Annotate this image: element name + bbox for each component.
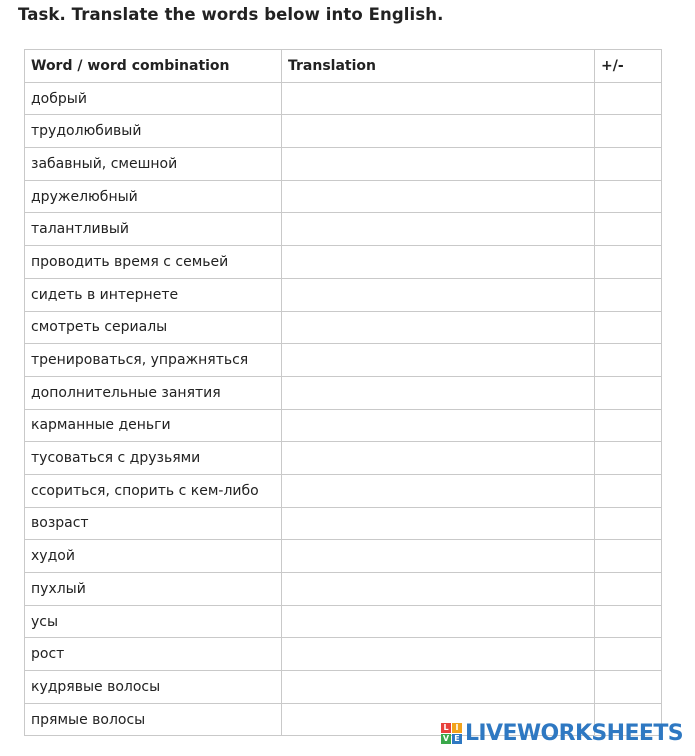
table-row xyxy=(25,442,662,475)
translation-input-cell[interactable] xyxy=(282,638,595,671)
word-cell: ссориться, спорить с кем-либо xyxy=(25,474,282,507)
word-cell: трудолюбивый xyxy=(25,115,282,148)
mark-cell xyxy=(595,573,662,606)
table-row xyxy=(25,605,662,638)
mark-cell xyxy=(595,671,662,704)
word-cell: талантливый xyxy=(25,213,282,246)
table-row xyxy=(25,278,662,311)
mark-cell xyxy=(595,507,662,540)
translation-input-cell[interactable] xyxy=(282,605,595,638)
table-row xyxy=(25,671,662,704)
translation-input-cell[interactable] xyxy=(282,180,595,213)
translation-input-cell[interactable] xyxy=(282,474,595,507)
translation-input-cell[interactable] xyxy=(282,376,595,409)
mark-cell xyxy=(595,246,662,279)
word-cell: возраст xyxy=(25,507,282,540)
mark-cell xyxy=(595,540,662,573)
translation-input-cell[interactable] xyxy=(282,409,595,442)
word-cell: сидеть в интернете xyxy=(25,278,282,311)
word-cell: рост xyxy=(25,638,282,671)
table-row xyxy=(25,115,662,148)
header-word: Word / word combination xyxy=(25,50,282,83)
word-cell: худой xyxy=(25,540,282,573)
mark-cell xyxy=(595,442,662,475)
table-row xyxy=(25,82,662,115)
header-mark: +/- xyxy=(595,50,662,83)
word-cell: тренироваться, упражняться xyxy=(25,344,282,377)
translation-table xyxy=(24,49,662,736)
task-title: Task. Translate the words below into English. xyxy=(18,5,444,24)
word-cell: дружелюбный xyxy=(25,180,282,213)
word-cell: пухлый xyxy=(25,573,282,606)
word-cell: смотреть сериалы xyxy=(25,311,282,344)
mark-cell xyxy=(595,115,662,148)
translation-input-cell[interactable] xyxy=(282,148,595,181)
badge-letter: L xyxy=(441,723,451,733)
word-cell: дополнительные занятия xyxy=(25,376,282,409)
table-row xyxy=(25,148,662,181)
translation-input-cell[interactable] xyxy=(282,540,595,573)
table-row xyxy=(25,246,662,279)
translation-input-cell[interactable] xyxy=(282,246,595,279)
table-row xyxy=(25,573,662,606)
translation-input-cell[interactable] xyxy=(282,671,595,704)
table-row xyxy=(25,311,662,344)
translation-input-cell[interactable] xyxy=(282,213,595,246)
translation-input-cell[interactable] xyxy=(282,507,595,540)
mark-cell xyxy=(595,638,662,671)
translation-input-cell[interactable] xyxy=(282,278,595,311)
mark-cell xyxy=(595,474,662,507)
translation-input-cell[interactable] xyxy=(282,82,595,115)
word-cell: карманные деньги xyxy=(25,409,282,442)
liveworksheets-logo xyxy=(441,720,683,746)
mark-cell xyxy=(595,344,662,377)
logo-text: LIVEWORKSHEETS xyxy=(465,720,683,746)
mark-cell xyxy=(595,376,662,409)
table-row xyxy=(25,180,662,213)
mark-cell xyxy=(595,82,662,115)
mark-cell xyxy=(595,605,662,638)
word-cell: добрый xyxy=(25,82,282,115)
table-row xyxy=(25,213,662,246)
table-row xyxy=(25,474,662,507)
word-cell: забавный, смешной xyxy=(25,148,282,181)
mark-cell xyxy=(595,311,662,344)
table-body xyxy=(25,82,662,736)
word-cell: кудрявые волосы xyxy=(25,671,282,704)
word-cell: прямые волосы xyxy=(25,703,282,736)
badge-letter: E xyxy=(452,734,462,744)
table-row xyxy=(25,540,662,573)
translation-input-cell[interactable] xyxy=(282,311,595,344)
mark-cell xyxy=(595,213,662,246)
word-cell: усы xyxy=(25,605,282,638)
word-cell: тусоваться с друзьями xyxy=(25,442,282,475)
table-row xyxy=(25,507,662,540)
header-translation: Translation xyxy=(282,50,595,83)
table-row xyxy=(25,638,662,671)
mark-cell xyxy=(595,148,662,181)
badge-letter: I xyxy=(452,723,462,733)
table-row xyxy=(25,376,662,409)
mark-cell xyxy=(595,409,662,442)
translation-input-cell[interactable] xyxy=(282,344,595,377)
translation-input-cell[interactable] xyxy=(282,115,595,148)
liveworksheets-badge-icon xyxy=(441,723,462,744)
badge-letter: V xyxy=(442,733,450,743)
mark-cell xyxy=(595,180,662,213)
translation-input-cell[interactable] xyxy=(282,442,595,475)
word-cell: проводить время с семьей xyxy=(25,246,282,279)
table-row xyxy=(25,409,662,442)
table-row xyxy=(25,344,662,377)
mark-cell xyxy=(595,278,662,311)
translation-input-cell[interactable] xyxy=(282,573,595,606)
table-header-row xyxy=(25,50,662,83)
